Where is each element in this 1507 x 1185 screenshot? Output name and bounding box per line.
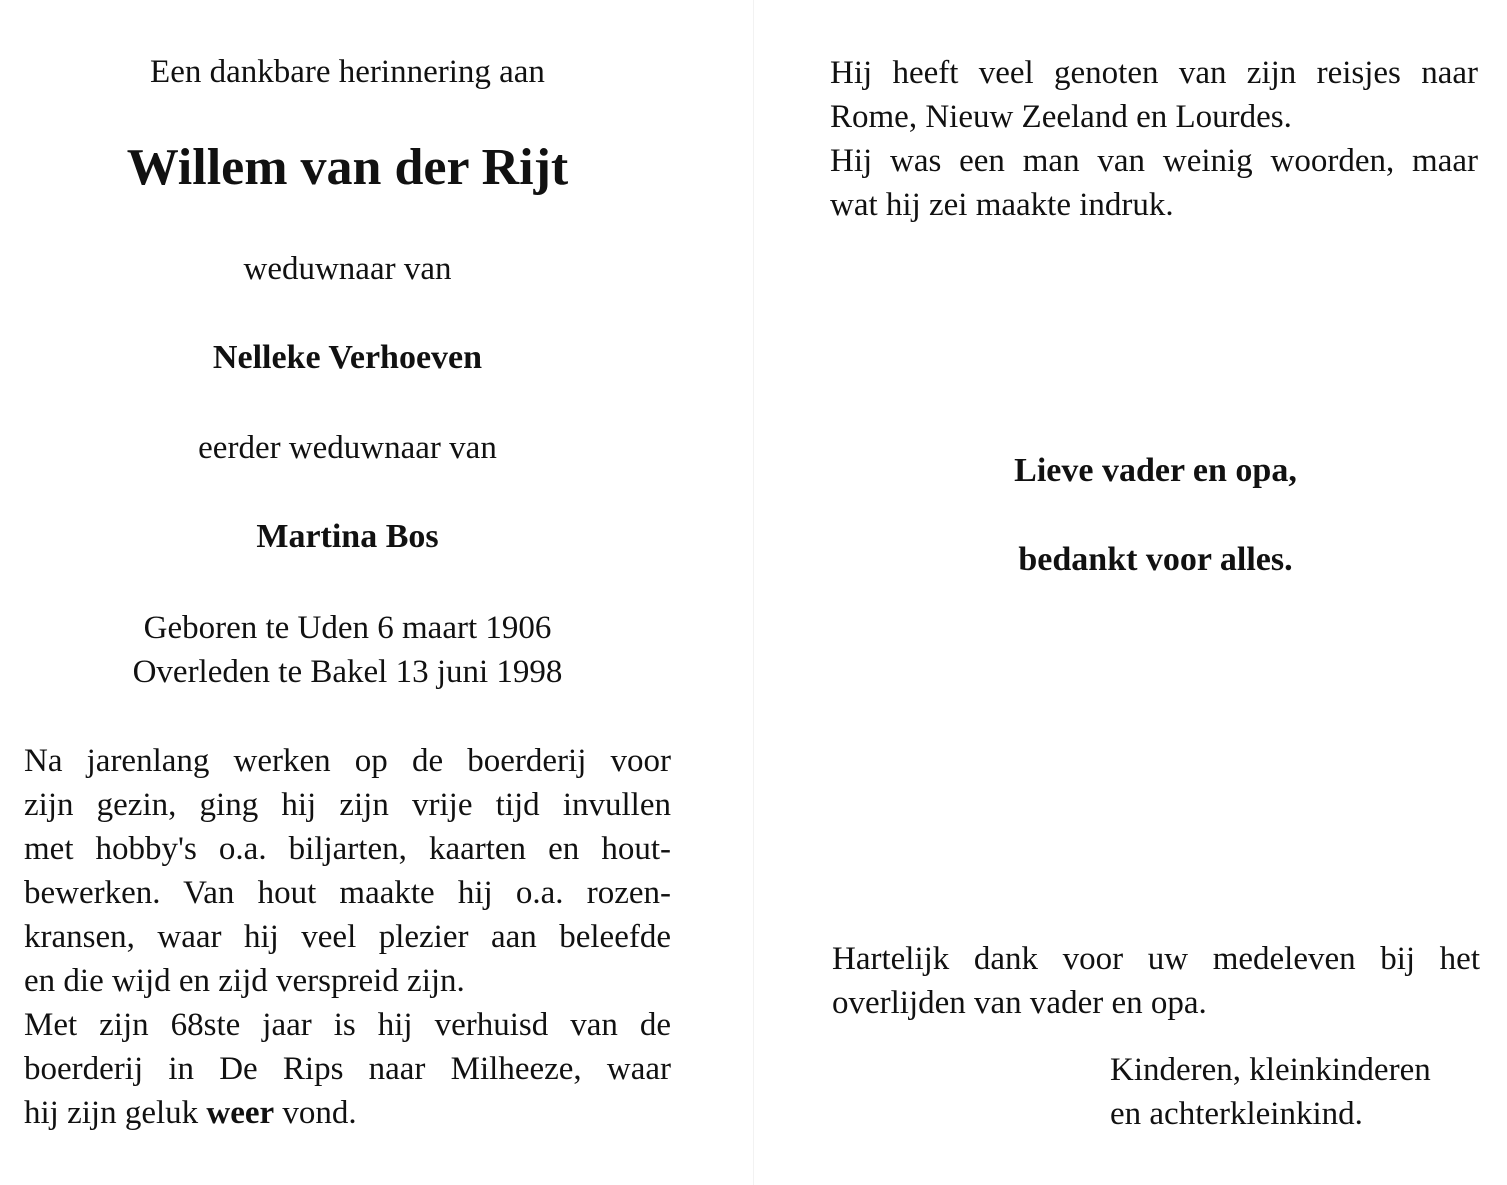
earlier-widower-of-text: eerder weduwnaar van <box>198 430 497 466</box>
signature-block <box>1110 1048 1431 1136</box>
travel-line: Hij was een man van weinig woorden, maar <box>830 143 1478 179</box>
thanks-line: Hartelijk dank voor uw medeleven bij het <box>832 941 1480 977</box>
signature-line: en achterkleinkind. <box>1110 1096 1363 1132</box>
biography-line: kransen, waar hij veel plezier aan beleefde <box>24 919 671 955</box>
left-panel <box>0 0 700 1185</box>
card-fold-line <box>753 0 754 1185</box>
biography-line: Na jarenlang werken op de boerderij voor <box>24 743 671 779</box>
thanks-line: overlijden van vader en opa. <box>832 985 1207 1021</box>
biography-line: zijn gezin, ging hij zijn vrije tijd invullen <box>24 787 671 823</box>
farewell-line-1: Lieve vader en opa, <box>1014 452 1297 489</box>
biography-text: vond. <box>274 1095 357 1131</box>
deceased-name: Willem van der Rijt <box>126 139 569 196</box>
biography-line: Met zijn 68ste jaar is hij verhuisd van de <box>24 1007 671 1043</box>
birth-line: Geboren te Uden 6 maart 1906 <box>143 610 552 646</box>
biography-paragraph <box>24 739 671 1135</box>
biography-last-line <box>24 1091 671 1135</box>
biography-text: hij zijn geluk <box>24 1095 207 1131</box>
signature-line: Kinderen, kleinkinderen <box>1110 1052 1431 1088</box>
biography-line: bewerken. Van hout maakte hij o.a. rozen- <box>24 875 671 911</box>
travel-paragraph <box>830 51 1478 227</box>
spouse-name: Nelleke Verhoeven <box>212 339 483 376</box>
biography-bold-word: weer <box>206 1095 275 1131</box>
biography-line: en die wijd en zijd verspreid zijn. <box>24 963 465 999</box>
travel-line: Rome, Nieuw Zeeland en Lourdes. <box>830 99 1292 135</box>
intro-text: Een dankbare herinnering aan <box>150 54 545 90</box>
travel-line: Hij heeft veel genoten van zijn reisjes naar <box>830 55 1478 91</box>
right-panel <box>828 0 1488 1185</box>
death-line: Overleden te Bakel 13 juni 1998 <box>132 654 563 690</box>
biography-line: boerderij in De Rips naar Milheeze, waar <box>24 1051 671 1087</box>
first-spouse-name: Martina Bos <box>256 518 439 555</box>
thanks-paragraph <box>832 937 1480 1025</box>
farewell-line-2: bedankt voor alles. <box>1018 541 1293 578</box>
biography-line: met hobby's o.a. biljarten, kaarten en hout- <box>24 831 671 867</box>
widower-of-text: weduwnaar van <box>243 251 452 287</box>
travel-line: wat hij zei maakte indruk. <box>830 187 1174 223</box>
